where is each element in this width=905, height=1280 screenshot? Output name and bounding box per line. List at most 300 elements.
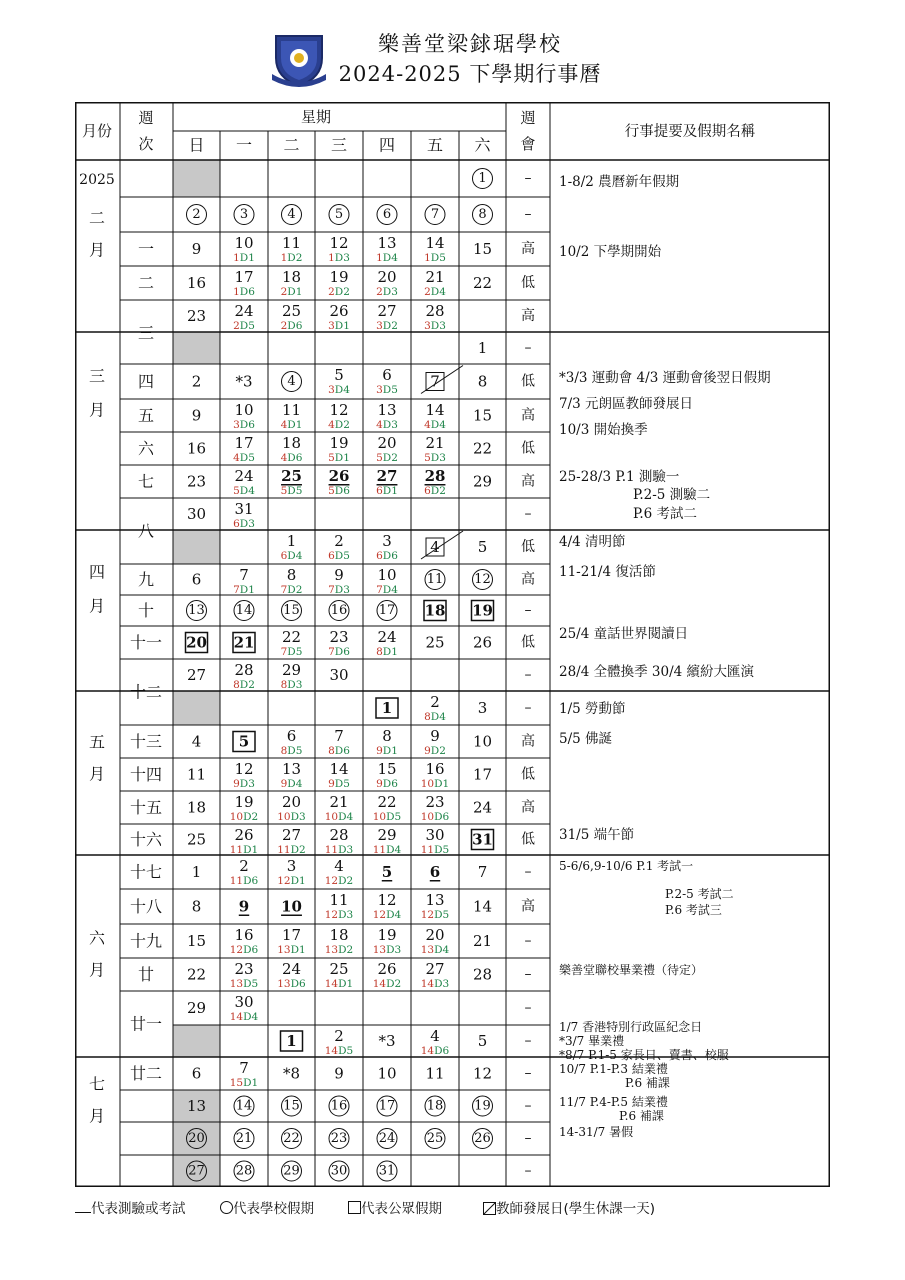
month-label: 2025 bbox=[79, 172, 115, 188]
cycle-day: 2D4 bbox=[424, 286, 446, 298]
date-cell: 27 bbox=[376, 467, 398, 485]
date-cell: 13 bbox=[281, 760, 302, 778]
cycle-day: 13D3 bbox=[372, 944, 402, 956]
date-cell: 4 bbox=[334, 857, 344, 875]
date-cell: 27 bbox=[188, 1163, 205, 1179]
event-text: *3/7 畢業禮 bbox=[559, 1034, 625, 1048]
cycle-day: 12D1 bbox=[277, 875, 306, 887]
teacher-day-slash bbox=[421, 366, 463, 394]
date-cell: 9 bbox=[191, 240, 202, 258]
cycle-day: 9D3 bbox=[233, 778, 255, 790]
date-cell: 17 bbox=[234, 268, 254, 286]
date-cell: 15 bbox=[186, 932, 207, 950]
cycle-day: 10D5 bbox=[372, 811, 402, 823]
date-cell: 13 bbox=[186, 1097, 207, 1115]
date-cell: 9 bbox=[334, 1064, 344, 1083]
cycle-day: 10D6 bbox=[420, 811, 450, 823]
cycle-day: 1D4 bbox=[376, 252, 398, 264]
event-text: 31/5 端午節 bbox=[559, 827, 635, 843]
date-cell: 16 bbox=[186, 274, 207, 292]
cycle-day: 3D5 bbox=[376, 384, 398, 396]
date-cell: 19 bbox=[329, 268, 349, 286]
cycle-day: 14D1 bbox=[324, 978, 354, 990]
date-cell: 1 bbox=[478, 171, 487, 186]
week-number: 十二 bbox=[129, 682, 163, 702]
cycle-day: 9D6 bbox=[376, 778, 398, 790]
date-cell: 9 bbox=[238, 897, 250, 916]
date-cell: 14 bbox=[425, 234, 445, 252]
date-cell: 3 bbox=[382, 532, 392, 550]
cycle-day: 2D3 bbox=[376, 286, 398, 298]
legend-public-holiday: 代表公眾假期 bbox=[348, 1197, 442, 1217]
month-label: 月 bbox=[88, 400, 106, 420]
cycle-day: 6D3 bbox=[233, 518, 255, 530]
cycle-day: 1D5 bbox=[424, 252, 446, 264]
assembly-cell: 高 bbox=[521, 799, 535, 816]
assembly-cell: – bbox=[524, 206, 532, 223]
header-weekday: 三 bbox=[330, 135, 348, 155]
cycle-day: 13D4 bbox=[420, 944, 450, 956]
cycle-day: 5D3 bbox=[424, 452, 446, 464]
week-number: 十九 bbox=[129, 931, 163, 951]
cycle-day: 7D2 bbox=[280, 584, 303, 596]
cycle-day: 6D6 bbox=[376, 550, 398, 562]
date-cell: 8 bbox=[478, 207, 487, 222]
week-number: 十六 bbox=[129, 830, 163, 849]
assembly-cell: 高 bbox=[521, 898, 535, 915]
date-cell: 2 bbox=[191, 372, 202, 391]
date-cell: 22 bbox=[472, 274, 493, 292]
date-cell: 13 bbox=[425, 891, 445, 909]
date-cell: 16 bbox=[186, 439, 207, 458]
date-cell: 10 bbox=[281, 897, 302, 916]
date-cell: 28 bbox=[329, 826, 349, 844]
cycle-day: 13D5 bbox=[229, 978, 259, 990]
cycle-day: 12D5 bbox=[420, 909, 450, 921]
cycle-day: 11D1 bbox=[229, 844, 259, 856]
date-cell: 22 bbox=[283, 1131, 300, 1146]
cycle-day: 11D4 bbox=[372, 844, 402, 856]
date-cell: 3 bbox=[239, 207, 249, 222]
date-cell: 18 bbox=[329, 926, 349, 944]
cycle-day: 10D3 bbox=[277, 811, 306, 823]
cycle-day: 12D4 bbox=[372, 909, 402, 921]
week-number: 五 bbox=[137, 406, 155, 425]
date-cell: 21 bbox=[235, 1131, 253, 1146]
date-cell: 31 bbox=[234, 500, 254, 518]
cycle-day: 1D1 bbox=[233, 252, 255, 264]
date-cell: 25 bbox=[329, 960, 349, 978]
header-weekday: 四 bbox=[378, 135, 396, 155]
date-cell: 18 bbox=[186, 798, 207, 817]
school-crest-logo bbox=[268, 28, 330, 90]
date-cell: 26 bbox=[234, 826, 254, 844]
event-text: P.6 補課 bbox=[619, 1109, 664, 1123]
date-cell: 29 bbox=[377, 826, 397, 844]
cycle-day: 12D6 bbox=[229, 944, 259, 956]
week-number: 廿二 bbox=[129, 1064, 163, 1083]
assembly-cell: 低 bbox=[521, 373, 535, 390]
cycle-day: 5D1 bbox=[328, 452, 350, 464]
week-number: 四 bbox=[137, 372, 155, 391]
date-cell: 4 bbox=[191, 732, 202, 751]
header bbox=[0, 22, 905, 92]
cycle-day: 10D2 bbox=[229, 811, 259, 823]
date-cell: 26 bbox=[328, 467, 350, 485]
date-cell: 3 bbox=[286, 857, 297, 875]
month-label: 月 bbox=[88, 596, 106, 616]
header-weekday: 六 bbox=[474, 135, 491, 155]
date-cell: 26 bbox=[377, 960, 397, 978]
date-cell: 10 bbox=[377, 1064, 397, 1083]
date-cell: 5 bbox=[477, 538, 488, 556]
date-cell: 9 bbox=[191, 406, 202, 425]
assembly-cell: 高 bbox=[521, 733, 535, 750]
cycle-day: 13D6 bbox=[277, 978, 306, 990]
date-cell: 18 bbox=[281, 268, 302, 286]
header-weekday: 日 bbox=[188, 135, 205, 155]
week-number: 十三 bbox=[129, 732, 163, 751]
event-text: 10/7 P.1-P.3 結業禮 bbox=[559, 1062, 668, 1076]
date-cell: 5 bbox=[334, 207, 344, 222]
cycle-day: 11D6 bbox=[229, 875, 259, 887]
date-cell: 24 bbox=[281, 960, 302, 978]
sunday-grey-cell bbox=[173, 530, 220, 564]
date-cell: 5 bbox=[334, 366, 344, 384]
date-cell: 15 bbox=[472, 406, 493, 425]
date-cell: 20 bbox=[425, 926, 445, 944]
assembly-cell: – bbox=[524, 700, 532, 716]
week-number: 廿 bbox=[137, 965, 155, 984]
event-text: 25/4 童話世界閱讀日 bbox=[559, 626, 689, 642]
date-cell: 20 bbox=[188, 1131, 205, 1146]
sunday-grey-cell bbox=[173, 160, 220, 197]
date-cell: 8 bbox=[286, 566, 297, 584]
date-cell: 1 bbox=[477, 339, 488, 357]
week-number: 七 bbox=[137, 472, 155, 491]
date-cell: 13 bbox=[188, 603, 205, 618]
assembly-cell: 低 bbox=[521, 766, 535, 783]
date-cell: 2 bbox=[192, 207, 201, 222]
date-cell: 15 bbox=[377, 760, 397, 778]
date-cell: 2 bbox=[430, 693, 440, 711]
month-label: 四 bbox=[88, 562, 106, 582]
cycle-day: 13D1 bbox=[277, 944, 306, 956]
date-cell: 19 bbox=[474, 1098, 491, 1114]
event-text: 11-21/4 復活節 bbox=[559, 564, 656, 580]
date-cell: 6 bbox=[382, 366, 392, 384]
month-label: 月 bbox=[88, 240, 106, 260]
date-cell: 24 bbox=[377, 628, 397, 646]
date-cell: 12 bbox=[474, 572, 491, 587]
week-number: 十五 bbox=[129, 798, 163, 817]
date-cell: 7 bbox=[334, 727, 344, 745]
date-cell: 14 bbox=[235, 1098, 253, 1114]
cycle-day: 2D6 bbox=[280, 320, 303, 332]
date-cell: 24 bbox=[472, 798, 493, 817]
date-cell: 15 bbox=[472, 240, 493, 258]
event-text: 5-6/6,9-10/6 P.1 考試一 bbox=[559, 859, 694, 873]
date-cell: 1 bbox=[286, 1032, 297, 1050]
month-label: 月 bbox=[88, 764, 106, 784]
date-cell: 11 bbox=[186, 765, 207, 784]
date-cell: 4 bbox=[287, 207, 296, 222]
date-cell: 17 bbox=[281, 926, 302, 944]
date-cell: 14 bbox=[472, 897, 493, 916]
date-cell: 27 bbox=[377, 302, 397, 320]
date-cell: 11 bbox=[281, 401, 302, 419]
week-number: 八 bbox=[137, 521, 155, 541]
sunday-grey-cell bbox=[173, 691, 220, 725]
date-cell: 8 bbox=[477, 372, 488, 391]
assembly-cell: – bbox=[524, 667, 532, 683]
month-label: 七 bbox=[88, 1074, 106, 1094]
date-cell: 25 bbox=[281, 467, 302, 485]
date-cell: 28 bbox=[424, 467, 446, 485]
term-title: 2024-2025 下學期行事曆 bbox=[338, 62, 602, 86]
event-text: 14-31/7 暑假 bbox=[559, 1125, 634, 1139]
date-cell: 20 bbox=[377, 268, 397, 286]
date-cell: 27 bbox=[425, 960, 445, 978]
box-marker-icon bbox=[348, 1201, 361, 1214]
date-cell: 8 bbox=[191, 897, 202, 916]
date-cell: 18 bbox=[424, 601, 446, 620]
header-assembly-2: 會 bbox=[520, 135, 536, 153]
date-cell: 30 bbox=[234, 993, 254, 1011]
event-text: 5/5 佛誕 bbox=[559, 731, 613, 747]
cycle-day: 7D3 bbox=[328, 584, 350, 596]
date-cell: 14 bbox=[425, 401, 445, 419]
date-cell: 24 bbox=[234, 467, 254, 485]
assembly-cell: 低 bbox=[521, 440, 535, 457]
date-cell: 24 bbox=[234, 302, 254, 320]
date-cell: 9 bbox=[334, 566, 344, 584]
date-cell: 21 bbox=[329, 793, 349, 811]
month-label: 月 bbox=[88, 960, 106, 980]
date-cell: 6 bbox=[191, 570, 202, 589]
event-text: P.2-5 測驗二 bbox=[633, 487, 711, 503]
cycle-day: 7D4 bbox=[376, 584, 398, 596]
date-cell: *3 bbox=[235, 372, 253, 391]
date-cell: 26 bbox=[329, 302, 349, 320]
assembly-cell: 高 bbox=[521, 571, 535, 588]
date-cell: 7 bbox=[430, 372, 440, 391]
month-label: 二 bbox=[88, 208, 106, 228]
date-cell: 7 bbox=[239, 1059, 249, 1077]
event-text: 25-28/3 P.1 測驗一 bbox=[559, 469, 680, 485]
circle-marker-icon bbox=[220, 1201, 233, 1214]
date-cell: 12 bbox=[234, 760, 254, 778]
header-week-no: 週 bbox=[138, 109, 154, 127]
event-text: 11/7 P.4-P.5 結業禮 bbox=[559, 1095, 668, 1109]
cycle-day: 2D5 bbox=[233, 320, 255, 332]
date-cell: 24 bbox=[378, 1131, 396, 1146]
date-cell: 31 bbox=[472, 830, 493, 849]
cycle-day: 11D3 bbox=[324, 844, 354, 856]
date-cell: 25 bbox=[281, 302, 302, 320]
legend-school-holiday: 代表學校假期 bbox=[220, 1197, 314, 1217]
date-cell: 17 bbox=[472, 765, 493, 784]
date-cell: 28 bbox=[472, 965, 493, 984]
cycle-day: 6D2 bbox=[424, 485, 446, 497]
cycle-day: 8D2 bbox=[233, 679, 255, 691]
date-cell: 6 bbox=[382, 207, 392, 222]
cycle-day: 11D5 bbox=[420, 844, 450, 856]
assembly-cell: 低 bbox=[521, 539, 535, 555]
cycle-day: 5D6 bbox=[328, 485, 350, 497]
date-cell: 30 bbox=[186, 505, 207, 523]
date-cell: 11 bbox=[425, 1064, 445, 1083]
date-cell: 26 bbox=[472, 633, 493, 652]
cycle-day: 7D5 bbox=[280, 646, 303, 658]
date-cell: 13 bbox=[377, 401, 397, 419]
date-cell: 13 bbox=[377, 234, 397, 252]
teacher-day-slash bbox=[421, 531, 463, 559]
sunday-grey-cell bbox=[173, 1025, 220, 1057]
cycle-day: 7D6 bbox=[328, 646, 350, 658]
date-cell: 29 bbox=[472, 472, 493, 491]
date-cell: 21 bbox=[233, 633, 255, 652]
date-cell: 22 bbox=[377, 793, 397, 811]
date-cell: 9 bbox=[430, 727, 440, 745]
assembly-cell: – bbox=[524, 1065, 532, 1082]
week-number: 廿一 bbox=[129, 1014, 163, 1034]
assembly-cell: – bbox=[524, 933, 532, 949]
date-cell: 5 bbox=[381, 863, 393, 881]
underline-marker-icon bbox=[75, 1200, 91, 1213]
header-assembly: 週 bbox=[520, 109, 536, 127]
legend-teacher-day: 教師發展日(學生休課一天) bbox=[483, 1197, 655, 1217]
assembly-cell: – bbox=[524, 966, 532, 983]
date-cell: 27 bbox=[186, 666, 207, 684]
cycle-day: 3D1 bbox=[328, 320, 350, 332]
date-cell: 16 bbox=[234, 926, 254, 944]
date-cell: 16 bbox=[330, 603, 348, 618]
date-cell: 25 bbox=[426, 1131, 444, 1146]
date-cell: 4 bbox=[430, 1027, 440, 1045]
week-number: 十八 bbox=[129, 897, 163, 916]
assembly-cell: 低 bbox=[521, 634, 535, 651]
cycle-day: 7D1 bbox=[233, 584, 255, 596]
date-cell: 1 bbox=[286, 532, 297, 550]
cycle-day: 4D6 bbox=[280, 452, 303, 464]
date-cell: 20 bbox=[281, 793, 302, 811]
assembly-cell: 高 bbox=[521, 407, 535, 424]
event-text: P.6 補課 bbox=[625, 1076, 670, 1090]
event-text: P.2-5 考試二 bbox=[665, 887, 734, 901]
date-cell: *8 bbox=[282, 1064, 301, 1083]
cycle-day: 4D4 bbox=[424, 419, 446, 431]
date-cell: 23 bbox=[186, 472, 207, 491]
event-text: *3/3 運動會 4/3 運動會後翌日假期 bbox=[559, 370, 771, 386]
assembly-cell: 低 bbox=[521, 275, 535, 291]
date-cell: 5 bbox=[238, 732, 250, 751]
header-month: 月份 bbox=[81, 122, 113, 140]
cycle-day: 4D2 bbox=[328, 419, 350, 431]
date-cell: 28 bbox=[425, 302, 445, 320]
date-cell: 20 bbox=[377, 434, 397, 452]
cycle-day: 10D1 bbox=[420, 778, 450, 790]
cycle-day: 3D6 bbox=[233, 419, 255, 431]
cycle-day: 9D4 bbox=[280, 778, 303, 790]
date-cell: 10 bbox=[234, 401, 254, 419]
cycle-day: 6D5 bbox=[328, 550, 350, 562]
assembly-cell: – bbox=[524, 1130, 532, 1147]
date-cell: 12 bbox=[377, 891, 397, 909]
cycle-day: 15D1 bbox=[229, 1077, 259, 1089]
cycle-day: 5D5 bbox=[280, 485, 303, 497]
cycle-day: 3D4 bbox=[328, 384, 350, 396]
date-cell: 25 bbox=[186, 830, 207, 849]
month-label: 月 bbox=[88, 1106, 106, 1126]
cycle-day: 14D4 bbox=[229, 1011, 259, 1023]
date-cell: 23 bbox=[234, 960, 254, 978]
event-text: 4/4 清明節 bbox=[559, 534, 626, 550]
cycle-day: 14D2 bbox=[372, 978, 402, 990]
date-cell: 23 bbox=[425, 793, 445, 811]
event-text: 樂善堂聯校畢業禮（待定） bbox=[559, 963, 704, 977]
date-cell: 14 bbox=[235, 603, 253, 618]
month-label: 三 bbox=[88, 366, 106, 386]
date-cell: 10 bbox=[234, 234, 254, 252]
date-cell: 2 bbox=[334, 532, 344, 550]
date-cell: 3 bbox=[477, 699, 488, 717]
assembly-cell: 低 bbox=[521, 831, 535, 848]
assembly-cell: – bbox=[524, 1000, 532, 1016]
assembly-cell: – bbox=[524, 170, 532, 187]
cycle-day: 6D4 bbox=[280, 550, 303, 562]
date-cell: 7 bbox=[477, 863, 488, 881]
date-cell: 11 bbox=[329, 891, 349, 909]
date-cell: 19 bbox=[377, 926, 397, 944]
date-cell: 16 bbox=[330, 1098, 348, 1114]
date-cell: 27 bbox=[281, 826, 302, 844]
date-cell: 11 bbox=[426, 572, 444, 587]
date-cell: 15 bbox=[283, 603, 300, 618]
date-cell: 22 bbox=[186, 965, 207, 984]
calendar-table bbox=[75, 102, 830, 1187]
date-cell: 28 bbox=[235, 1163, 253, 1179]
date-cell: 11 bbox=[281, 234, 302, 252]
legend-test: 代表測驗或考試 bbox=[75, 1197, 186, 1217]
assembly-cell: 高 bbox=[521, 241, 535, 257]
date-cell: 12 bbox=[329, 234, 349, 252]
date-cell: 30 bbox=[330, 1163, 348, 1179]
assembly-cell: – bbox=[524, 1098, 532, 1114]
cycle-day: 4D1 bbox=[280, 419, 303, 431]
date-cell: 22 bbox=[472, 439, 493, 458]
cycle-day: 9D2 bbox=[424, 745, 446, 757]
assembly-cell: 高 bbox=[521, 308, 535, 324]
assembly-cell: – bbox=[524, 340, 532, 356]
date-cell: 17 bbox=[378, 603, 396, 618]
header-weekday: 一 bbox=[235, 135, 253, 155]
assembly-cell: – bbox=[524, 602, 532, 619]
event-text: 1-8/2 農曆新年假期 bbox=[559, 174, 680, 190]
date-cell: 6 bbox=[429, 863, 441, 881]
date-cell: 29 bbox=[186, 999, 207, 1017]
event-text: P.6 考試三 bbox=[665, 903, 722, 917]
school-name: 樂善堂梁銶琚學校 bbox=[378, 32, 562, 56]
date-cell: 12 bbox=[329, 401, 349, 419]
cycle-day: 9D5 bbox=[328, 778, 350, 790]
date-cell: 2 bbox=[334, 1027, 344, 1045]
date-cell: 19 bbox=[472, 601, 493, 620]
header-weekday: 二 bbox=[283, 135, 300, 155]
date-cell: 15 bbox=[283, 1098, 300, 1114]
date-cell: 4 bbox=[430, 538, 440, 556]
date-cell: 23 bbox=[330, 1131, 348, 1146]
